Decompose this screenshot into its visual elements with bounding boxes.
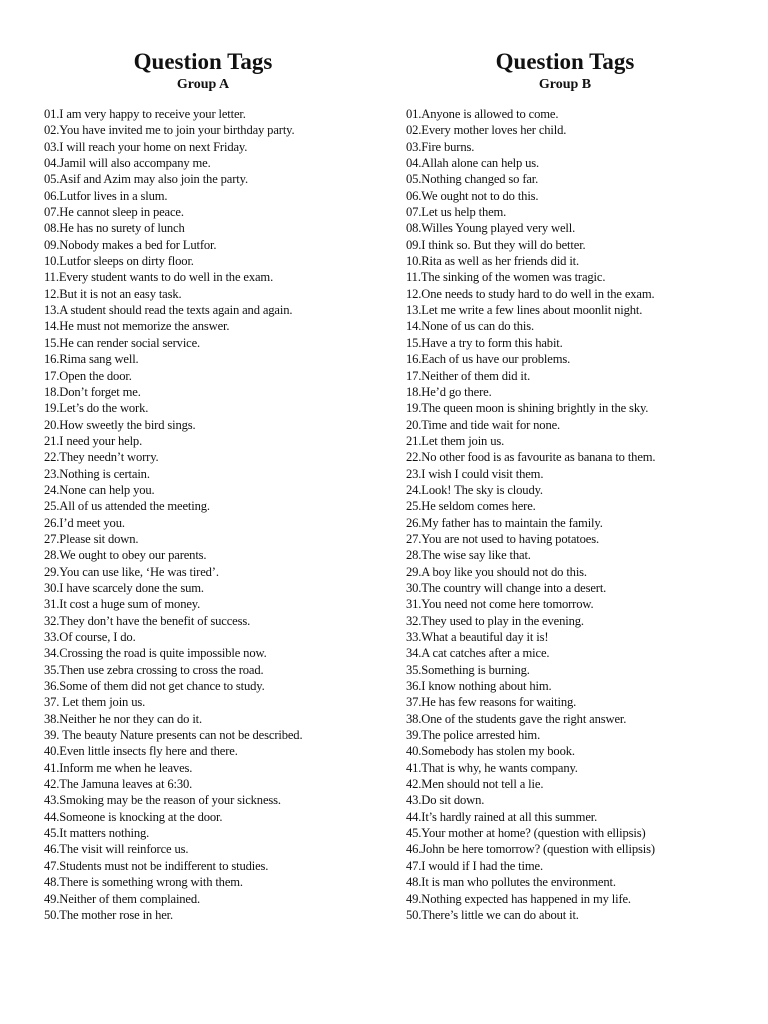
list-item: 40.Somebody has stolen my book. (406, 744, 575, 759)
list-item: 33.Of course, I do. (44, 630, 136, 644)
list-item: 31.It cost a huge sum of money. (44, 597, 201, 612)
list-item: 15.He can render social service. (44, 335, 201, 350)
list-item: 24.Look! The sky is cloudy. (406, 482, 543, 497)
list-item: 14.None of us can do this. (406, 319, 534, 334)
list-item: 45.It matters nothing. (44, 826, 150, 841)
list-item: 06.Lutfor lives in a slum. (44, 188, 168, 203)
list-item: 39.The police arrested him. (406, 728, 541, 743)
list-item: 22.They needn’t worry. (44, 450, 159, 465)
list-item: 07.He cannot sleep in peace. (44, 205, 184, 220)
list-item: 24.None can help you. (44, 482, 155, 497)
list-item: 09.I think so. But they will do better. (406, 237, 586, 252)
list-item: 40.Even little insects fly here and there. (44, 744, 238, 759)
list-item: 19.The queen moon is shining brightly in the sky. (406, 401, 649, 416)
list-item: 05.Asif and Azim may also join the party. (44, 172, 248, 187)
list-item: 46.John be here tomorrow? (question with ellipsis) (406, 842, 655, 857)
list-item: 23.I wish I could visit them. (406, 466, 544, 481)
list-item: 23.Nothing is certain. (44, 466, 150, 481)
group-b-subtitle: Group B (538, 77, 592, 92)
group-a-subtitle: Group A (176, 77, 230, 92)
list-item: 03.I will reach your home on next Friday. (44, 139, 248, 154)
list-item: 14.He must not memorize the answer. (44, 319, 230, 334)
list-item: 31.You need not come here tomorrow. (406, 597, 594, 612)
list-item: 28.The wise say like that. (406, 548, 531, 563)
list-item: 20.How sweetly the bird sings. (44, 417, 196, 432)
list-item: 38.One of the students gave the right answer. (406, 711, 627, 726)
group-a-title: Question Tags (133, 49, 273, 74)
list-item: 12.But it is not an easy task. (44, 286, 182, 301)
list-item: 43.Do sit down. (406, 793, 485, 808)
list-item: 41.That is why, he wants company. (406, 760, 578, 775)
list-item: 18.He’d go there. (406, 384, 492, 399)
list-item: 05.Nothing changed so far. (406, 172, 539, 187)
list-item: 09.Nobody makes a bed for Lutfor. (44, 237, 217, 252)
list-item: 48.It is man who pollutes the environment. (406, 875, 616, 890)
list-item: 03.Fire burns. (406, 139, 475, 154)
list-item: 16.Each of us have our problems. (406, 352, 571, 367)
list-item: 08.He has no surety of lunch (44, 221, 185, 236)
list-item: 38.Neither he nor they can do it. (44, 711, 203, 726)
list-item: 29.A boy like you should not do this. (406, 564, 587, 579)
list-item: 11.Every student wants to do well in the exam. (44, 270, 274, 285)
list-item: 04.Allah alone can help us. (406, 156, 540, 171)
list-item: 35.Something is burning. (406, 662, 530, 677)
list-item: 02.Every mother loves her child. (406, 123, 567, 138)
list-item: 39. The beauty Nature presents can not be described. (44, 728, 303, 743)
list-item: 27.Please sit down. (44, 531, 139, 546)
list-item: 17.Open the door. (44, 368, 132, 383)
list-item: 44.It’s hardly rained at all this summer. (406, 809, 598, 824)
list-item: 16.Rima sang well. (44, 352, 139, 367)
list-item: 43.Smoking may be the reason of your sickness. (44, 793, 281, 808)
list-item: 25.He seldom comes here. (406, 499, 536, 514)
list-item: 33.What a beautiful day it is! (406, 630, 549, 644)
group-b-title: Question Tags (495, 49, 635, 74)
list-item: 10.Lutfor sleeps on dirty floor. (44, 254, 194, 269)
list-item: 34.Crossing the road is quite impossible now. (44, 646, 267, 661)
list-item: 50.The mother rose in her. (44, 907, 173, 922)
list-item: 20.Time and tide wait for none. (406, 417, 561, 432)
list-item: 49.Neither of them complained. (44, 891, 201, 906)
list-item: 07.Let us help them. (406, 205, 507, 220)
list-item: 45.Your mother at home? (question with ellipsis) (406, 826, 646, 841)
list-item: 01.I am very happy to receive your letter. (44, 107, 246, 121)
list-item: 48.There is something wrong with them. (44, 875, 243, 890)
list-item: 29.You can use like, ‘He was tired’. (44, 564, 219, 579)
list-item: 01.Anyone is allowed to come. (406, 107, 559, 121)
list-item: 47.I would if I had the time. (406, 858, 543, 873)
list-item: 10.Rita as well as her friends did it. (406, 254, 580, 269)
list-item: 02.You have invited me to join your birthday party. (44, 123, 295, 138)
list-item: 21.Let them join us. (406, 433, 505, 448)
list-item: 18.Don’t forget me. (44, 384, 141, 399)
list-item: 13.Let me write a few lines about moonlit night. (406, 303, 643, 318)
list-item: 21.I need your help. (44, 433, 143, 448)
list-item: 15.Have a try to form this habit. (406, 335, 563, 350)
list-item: 26.My father has to maintain the family. (406, 515, 603, 530)
list-item: 44.Someone is knocking at the door. (44, 809, 223, 824)
list-item: 17.Neither of them did it. (406, 368, 531, 383)
list-item: 50.There’s little we can do about it. (406, 907, 579, 922)
list-item: 37. Let them join us. (44, 695, 146, 710)
group-b-column (406, 48, 746, 923)
list-item: 25.All of us attended the meeting. (44, 499, 210, 514)
list-item: 37.He has few reasons for waiting. (406, 695, 577, 710)
list-item: 36.I know nothing about him. (406, 679, 552, 694)
list-item: 34.A cat catches after a mice. (406, 646, 550, 661)
list-item: 04.Jamil will also accompany me. (44, 156, 211, 171)
list-item: 41.Inform me when he leaves. (44, 760, 193, 775)
list-item: 11.The sinking of the women was tragic. (406, 270, 606, 285)
list-item: 42.The Jamuna leaves at 6:30. (44, 777, 193, 792)
list-item: 12.One needs to study hard to do well in the exam. (406, 286, 655, 301)
list-item: 08.Willes Young played very well. (406, 221, 576, 236)
list-item: 46.The visit will reinforce us. (44, 842, 189, 857)
list-item: 28.We ought to obey our parents. (44, 548, 207, 563)
list-item: 32.They don’t have the benefit of success. (44, 613, 251, 628)
list-item: 32.They used to play in the evening. (406, 613, 584, 628)
list-item: 22.No other food is as favourite as banana to them. (406, 450, 656, 465)
list-item: 27.You are not used to having potatoes. (406, 531, 599, 546)
list-item: 36.Some of them did not get chance to study. (44, 679, 265, 694)
list-item: 42.Men should not tell a lie. (406, 777, 544, 792)
list-item: 06.We ought not to do this. (406, 188, 539, 203)
group-b-list (406, 106, 746, 923)
list-item: 30.The country will change into a desert. (406, 580, 607, 595)
group-a-column (44, 48, 384, 923)
list-item: 26.I’d meet you. (44, 515, 125, 530)
group-a-list (44, 106, 384, 923)
list-item: 47.Students must not be indifferent to studies. (44, 858, 269, 873)
list-item: 13.A student should read the texts again and again. (44, 303, 293, 318)
list-item: 30.I have scarcely done the sum. (44, 580, 204, 595)
list-item: 35.Then use zebra crossing to cross the road. (44, 662, 264, 677)
list-item: 19.Let’s do the work. (44, 401, 149, 416)
list-item: 49.Nothing expected has happened in my life. (406, 891, 631, 906)
